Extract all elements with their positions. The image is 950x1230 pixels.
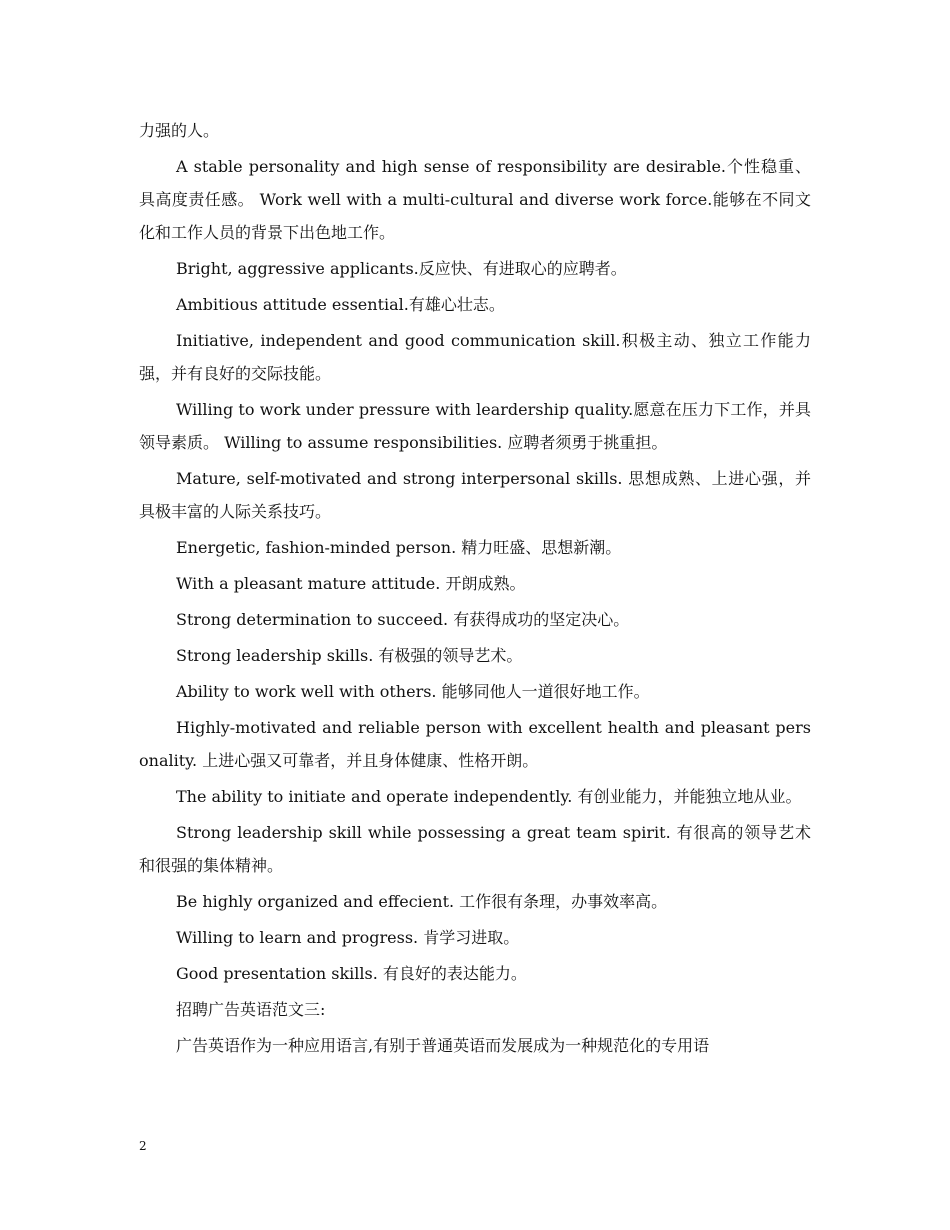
paragraph-12: Ability to work well with others. 能够同他人一道很好地工作。 — [176, 682, 650, 701]
paragraph-4: Ambitious attitude essential.有雄心壮志。 — [176, 295, 505, 314]
paragraph-17: Willing to learn and progress. 肯学习进取。 — [176, 928, 520, 947]
paragraph-14: The ability to initiate and operate independently. 有创业能力，并能独立地从业。 — [176, 787, 802, 806]
paragraph-15: Strong leadership skill while possessing a great team spirit. 有很高的领导艺术和很强的集体精神。 — [139, 823, 811, 875]
paragraph-5: Initiative, independent and good communication skill.积极主动、独立工作能力强，并有良好的交际技能。 — [139, 331, 811, 383]
paragraph-8: Energetic, fashion-minded person. 精力旺盛、思想新潮。 — [176, 538, 622, 557]
paragraph-7: Mature, self-motivated and strong interpersonal skills. 思想成熟、上进心强，并具极丰富的人际关系技巧。 — [139, 469, 811, 521]
paragraph-20: 广告英语作为一种应用语言,有别于普通英语而发展成为一种规范化的专用语 — [176, 1036, 710, 1055]
paragraph-18: Good presentation skills. 有良好的表达能力。 — [176, 964, 527, 983]
page-number: 2 — [139, 1139, 147, 1153]
paragraph-3: Bright, aggressive applicants.反应快、有进取心的应聘者。 — [176, 259, 627, 278]
paragraph-13: Highly-motivated and reliable person with excellent health and pleasant personality. 上进心强又可靠者，并且身体健康、性格开朗。 — [139, 718, 811, 770]
paragraph-1: 力强的人。 — [139, 121, 220, 140]
paragraph-6: Willing to work under pressure with leardership quality.愿意在压力下工作，并具领导素质。 Willing to assume responsibilities. 应聘者须勇于挑重担。 — [139, 400, 811, 452]
section-heading: 招聘广告英语范文三: — [176, 1000, 326, 1019]
paragraph-9: With a pleasant mature attitude. 开朗成熟。 — [176, 574, 526, 593]
paragraph-16: Be highly organized and effecient. 工作很有条理，办事效率高。 — [176, 892, 668, 911]
paragraph-10: Strong determination to succeed. 有获得成功的坚定决心。 — [176, 610, 630, 629]
paragraph-11: Strong leadership skills. 有极强的领导艺术。 — [176, 646, 523, 665]
page-body — [139, 114, 811, 1065]
paragraph-2: A stable personality and high sense of responsibility are desirable.个性稳重、具高度责任感。 Work well with a multi-cultural and diverse work force.能够在不同文化和工作人员的背景下出色地工作。 — [139, 157, 811, 242]
